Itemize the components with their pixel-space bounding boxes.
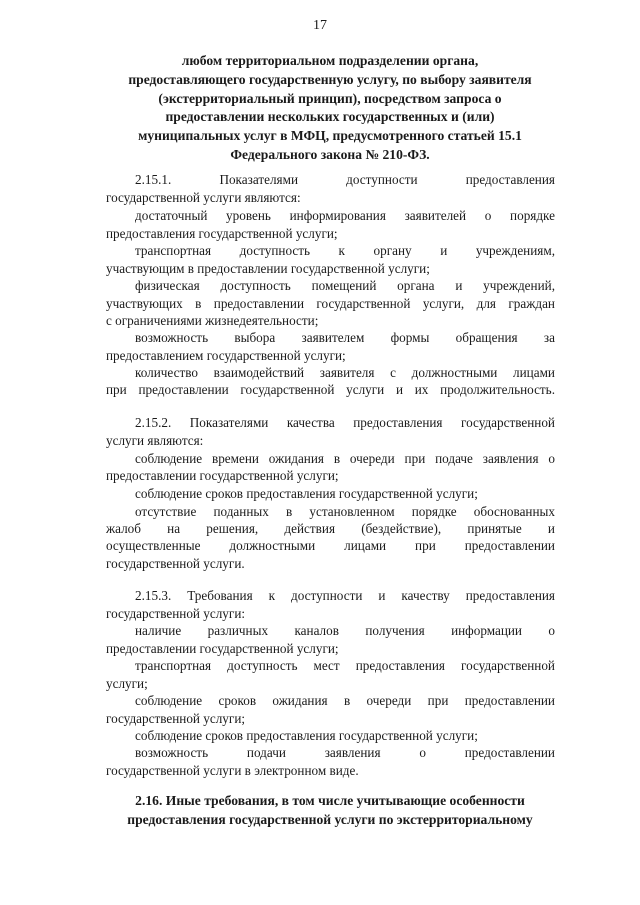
list-item-line: участвующих в предоставлении государственной услуги, для граждан: [106, 296, 555, 311]
section-heading-top: [100, 52, 560, 165]
list-item-line: физическая доступность помещений органа и учреждений,: [135, 278, 555, 293]
list-item-line: государственной услуги в электронном виде.: [106, 763, 359, 778]
list-item-line: предоставлении государственной услуги;: [106, 641, 339, 656]
list-item-line: услуги;: [106, 676, 148, 691]
paragraph-line: 2.15.3. Требования к доступности и качеству предоставления: [135, 588, 555, 603]
list-item-line: соблюдение сроков предоставления государственной услуги;: [135, 486, 478, 501]
list-item-line: предоставления государственной услуги;: [106, 226, 338, 241]
heading-line: 2.16. Иные требования, в том числе учитывающие особенности: [135, 793, 525, 808]
paragraph-line: 2.15.2. Показателями качества предоставления государственной: [135, 415, 555, 430]
paragraph-line: государственной услуги:: [106, 606, 246, 621]
list-item-line: возможность подачи заявления о предоставлении: [135, 745, 555, 760]
list-item-line: предоставлении государственной услуги;: [106, 468, 339, 483]
heading-line: муниципальных услуг в МФЦ, предусмотренного статьей 15.1: [138, 128, 522, 144]
list-item-line: достаточный уровень информирования заявителей о порядке: [135, 208, 555, 223]
list-item-line: осуществленные должностными лицами при предоставлении: [106, 538, 555, 553]
heading-line: предоставления государственной услуги по экстерриториальному: [127, 811, 533, 827]
page-number: 17: [313, 18, 327, 33]
paragraph-line: услуги являются:: [106, 433, 204, 448]
list-item-line: соблюдение сроков предоставления государственной услуги;: [135, 728, 478, 743]
list-item-line: участвующим в предоставлении государственной услуги;: [106, 261, 430, 276]
paragraph-line: государственной услуги являются:: [106, 190, 301, 205]
heading-line: предоставляющего государственную услугу, по выбору заявителя: [128, 71, 532, 87]
list-item-line: предоставлением государственной услуги;: [106, 348, 346, 363]
list-item-line: при предоставлении государственной услуги и их продолжительность.: [106, 382, 555, 397]
section-heading-2-16: [100, 792, 560, 830]
list-item-line: транспортная доступность к органу и учреждениям,: [135, 243, 555, 258]
list-item-line: государственной услуги;: [106, 711, 246, 726]
list-item-line: соблюдение сроков ожидания в очереди при предоставлении: [135, 693, 555, 708]
list-item-line: с ограничениями жизнедеятельности;: [106, 313, 319, 328]
list-item-line: государственной услуги.: [106, 556, 245, 571]
list-item-line: возможность выбора заявителем формы обращения за: [135, 330, 555, 345]
list-item-line: транспортная доступность мест предоставления государственной: [135, 658, 555, 673]
list-item-line: количество взаимодействий заявителя с должностными лицами: [135, 365, 555, 380]
heading-line: (экстерриториальный принцип), посредством запроса о: [158, 90, 502, 106]
list-item-line: отсутствие поданных в установленном порядке обоснованных: [135, 504, 555, 519]
list-item-line: соблюдение времени ожидания в очереди при подаче заявления о: [135, 451, 555, 466]
paragraph-line: 2.15.1. Показателями доступности предоставления: [135, 172, 555, 187]
heading-line: Федерального закона № 210-ФЗ.: [230, 146, 430, 162]
list-item-line: наличие различных каналов получения информации о: [135, 623, 555, 638]
heading-line: предоставлении нескольких государственных и (или): [165, 109, 495, 125]
heading-line: любом территориальном подразделении органа,: [181, 53, 479, 68]
list-item-line: жалоб на решения, действия (бездействие), принятые и: [106, 521, 555, 536]
